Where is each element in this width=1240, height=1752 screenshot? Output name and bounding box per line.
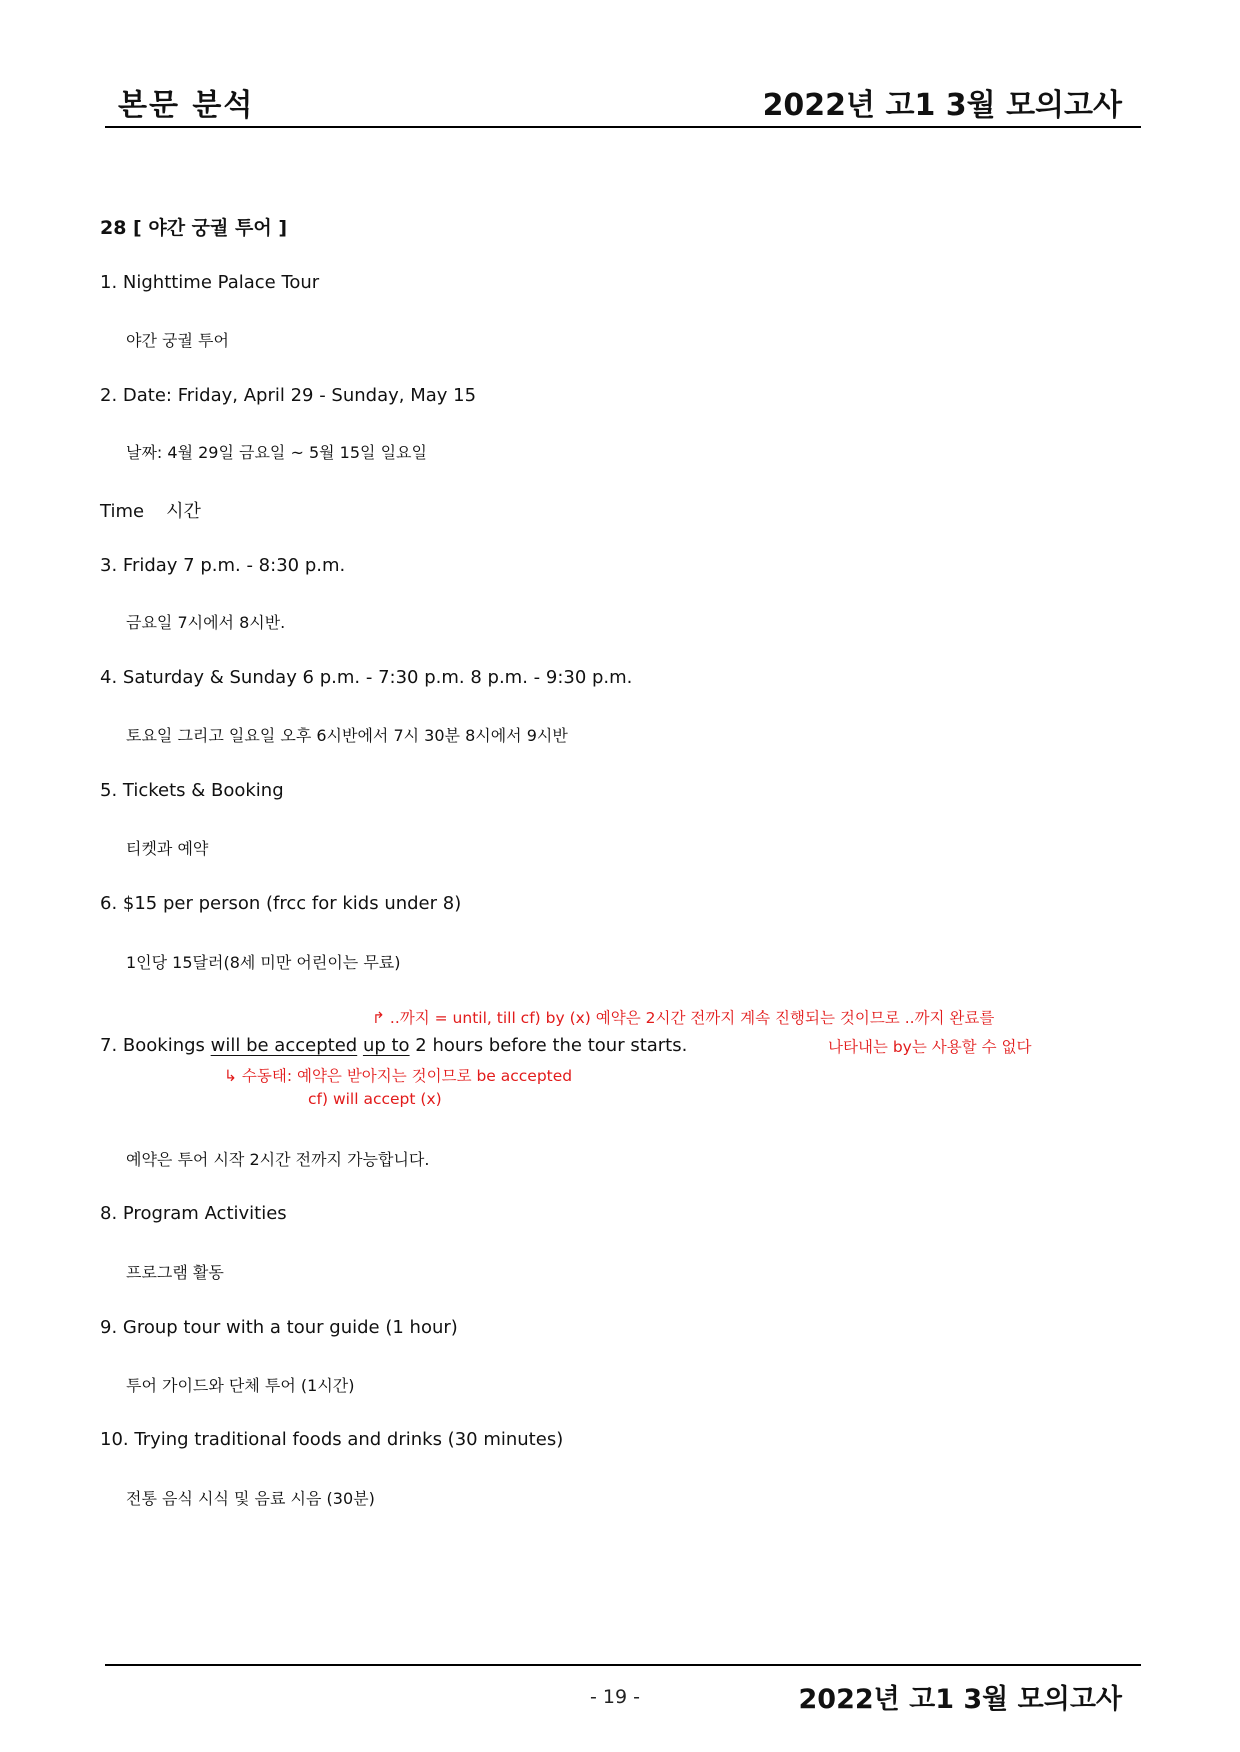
item-6-kr: 1인당 15달러(8세 미만 어린이는 무료) bbox=[126, 953, 401, 972]
item-7-kr: 예약은 투어 시작 2시간 전까지 가능합니다. bbox=[126, 1150, 430, 1169]
item-8-kr: 프로그램 활동 bbox=[126, 1263, 224, 1282]
item-8-en: 8. Program Activities bbox=[100, 1203, 287, 1224]
item-7-en: 7. Bookings will be accepted up to 2 hours before the tour starts. bbox=[100, 1035, 688, 1056]
underline-up-to: up to bbox=[362, 1035, 410, 1056]
time-line bbox=[100, 497, 201, 523]
time-label-kr: 시간 bbox=[166, 501, 201, 522]
item-9-kr: 투어 가이드와 단체 투어 (1시간) bbox=[126, 1376, 355, 1395]
annotation-passive-line1: ↳ 수동태: 예약은 받아지는 것이므로 be accepted bbox=[224, 1067, 573, 1085]
annotation-upto-line2: 나타내는 by는 사용할 수 없다 bbox=[828, 1038, 1032, 1056]
item-5-kr: 티켓과 예약 bbox=[126, 839, 209, 858]
item-1-en: 1. Nighttime Palace Tour bbox=[100, 272, 320, 293]
item-10-en: 10. Trying traditional foods and drinks (30 minutes) bbox=[100, 1429, 564, 1450]
section-title: 28 [ 야간 궁궐 투어 ] bbox=[100, 217, 288, 239]
time-label-en: Time bbox=[100, 501, 145, 522]
underline-will-be-accepted: will be accepted bbox=[210, 1035, 358, 1056]
page-number: - 19 - bbox=[590, 1686, 640, 1708]
item-1-kr: 야간 궁궐 투어 bbox=[126, 331, 229, 350]
item-2-en: 2. Date: Friday, April 29 - Sunday, May 15 bbox=[100, 385, 477, 406]
item-4-en: 4. Saturday & Sunday 6 p.m. - 7:30 p.m. 8 p.m. - 9:30 p.m. bbox=[100, 667, 633, 688]
item-5-en: 5. Tickets & Booking bbox=[100, 780, 284, 801]
annotation-upto-line1: ↱ ..까지 = until, till cf) by (x) 예약은 2시간 전까지 계속 진행되는 것이므로 ..까지 완료를 bbox=[372, 1009, 995, 1027]
header-rule bbox=[105, 126, 1141, 128]
footer-rule bbox=[105, 1664, 1141, 1666]
header-right-title: 2022년 고1 3월 모의고사 bbox=[762, 88, 1122, 123]
item-2-kr: 날짜: 4월 29일 금요일 ~ 5월 15일 일요일 bbox=[126, 443, 427, 462]
annotation-passive-line2: cf) will accept (x) bbox=[308, 1090, 442, 1108]
item-3-kr: 금요일 7시에서 8시반. bbox=[126, 613, 286, 632]
item-3-en: 3. Friday 7 p.m. - 8:30 p.m. bbox=[100, 555, 346, 576]
item-10-kr: 전통 음식 시식 및 음료 시음 (30분) bbox=[126, 1489, 375, 1508]
item-4-kr: 토요일 그리고 일요일 오후 6시반에서 7시 30분 8시에서 9시반 bbox=[126, 726, 568, 745]
header-left-title: 본문 분석 bbox=[118, 88, 255, 123]
item-9-en: 9. Group tour with a tour guide (1 hour) bbox=[100, 1317, 458, 1338]
item-6-en: 6. $15 per person (frcc for kids under 8) bbox=[100, 893, 462, 914]
footer-right-title: 2022년 고1 3월 모의고사 bbox=[798, 1684, 1122, 1715]
